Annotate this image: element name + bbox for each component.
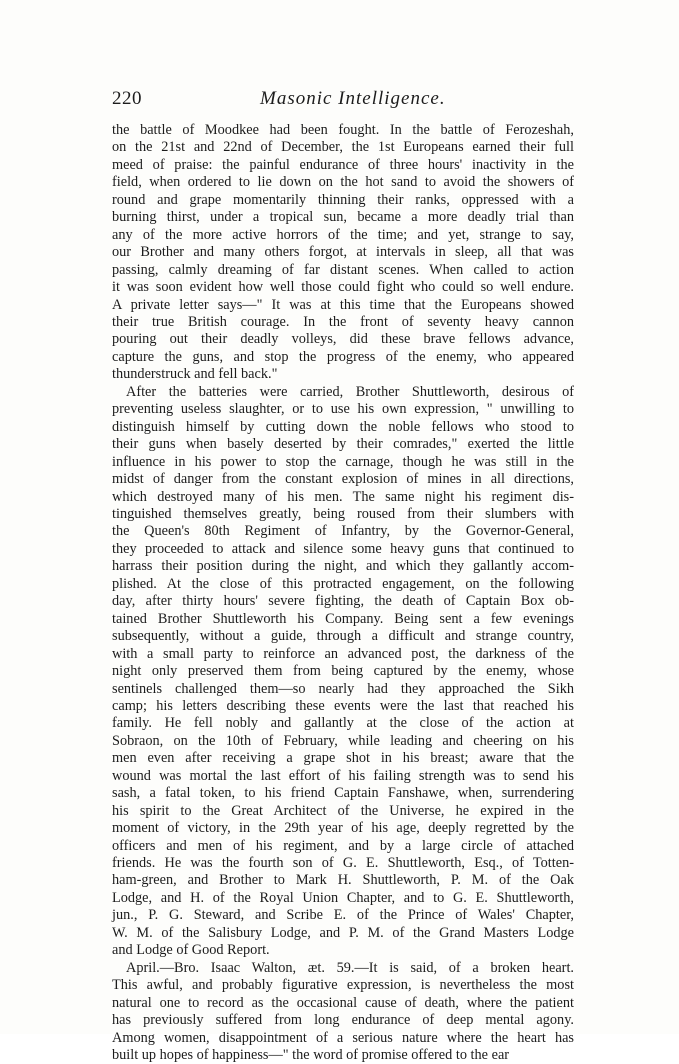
paragraph	[112, 960, 574, 1064]
text-line: and Lodge of Good Report.	[112, 942, 270, 959]
page-number: 220	[112, 88, 142, 109]
text-line: meed of praise: the painful endurance of three hours' inactivity in the	[112, 156, 574, 173]
text-line: the battle of Moodkee had been fought. In the battle of Ferozeshah,	[112, 122, 574, 138]
text-line: the Queen's 80th Regiment of Infantry, by the Governor-General,	[112, 523, 574, 540]
text-line: This awful, and probably figurative expression, is nevertheless the most	[112, 977, 574, 994]
text-line: influence in his power to stop the carnage, though he was still in the	[112, 453, 574, 470]
article-body	[112, 122, 574, 1064]
text-line: jun., P. G. Steward, and Scribe E. of the Prince of Wales' Chapter,	[112, 907, 574, 924]
text-line: wound was mortal the last effort of his failing strength was to send his	[112, 767, 574, 784]
text-line: with a small party to reinforce an advanced post, the darkness of the	[112, 645, 574, 662]
text-line: passing, calmly dreaming of far distant scenes. When called to action	[112, 261, 574, 278]
page-header	[112, 88, 574, 112]
text-line: Lodge, and H. of the Royal Union Chapter, and to G. E. Shuttleworth,	[112, 889, 574, 906]
text-line: distinguish himself by cutting down the noble fellows who stood to	[112, 418, 574, 435]
text-line: capture the guns, and stop the progress of the enemy, who appeared	[112, 348, 574, 365]
text-line: any of the more active horrors of the time; and yet, strange to say,	[112, 226, 574, 243]
text-line: April.—Bro. Isaac Walton, æt. 59.—It is said, of a broken heart.	[126, 959, 574, 976]
text-line: natural one to record as the occasional cause of death, where the patient	[112, 994, 574, 1011]
text-line: friends. He was the fourth son of G. E. Shuttleworth, Esq., of Totten-	[112, 855, 574, 872]
text-line: plished. At the close of this protracted engagement, on the following	[112, 575, 574, 592]
paragraph	[112, 384, 574, 960]
text-line: A private letter says—" It was at this time that the Europeans showed	[112, 296, 574, 313]
text-line: thunderstruck and fell back."	[112, 366, 278, 383]
text-line: built up hopes of happiness—" the word of promise offered to the ear	[112, 1047, 510, 1064]
text-line: it was soon evident how well those could fight who could so well endure.	[112, 279, 574, 296]
text-line: on the 21st and 22nd of December, the 1st Europeans earned their full	[112, 139, 574, 156]
text-line: moment of victory, in the 29th year of his age, deeply regretted by the	[112, 820, 574, 837]
text-line: which destroyed many of his men. The same night his regiment dis-	[112, 488, 574, 505]
text-line: After the batteries were carried, Brother Shuttleworth, desirous of	[126, 383, 574, 400]
text-line: they proceeded to attack and silence some heavy guns that continued to	[112, 540, 574, 557]
text-line: burning thirst, under a tropical sun, became a more deadly trial than	[112, 209, 574, 226]
text-line: our Brother and many others forgot, at intervals in sleep, all that was	[112, 244, 574, 261]
text-line: pouring out their deadly volleys, did these brave fellows advance,	[112, 331, 574, 348]
text-line: subsequently, without a guide, through a difficult and strange country,	[112, 628, 574, 645]
text-line: preventing useless slaughter, or to use his own expression, " unwilling to	[112, 401, 574, 418]
text-line: W. M. of the Salisbury Lodge, and P. M. of the Grand Masters Lodge	[112, 924, 574, 941]
text-line: their guns when basely deserted by their comrades," exerted the little	[112, 436, 574, 453]
paragraph	[112, 122, 574, 384]
text-line: tained Brother Shuttleworth his Company. Being sent a few evenings	[112, 610, 574, 627]
running-head: Masonic Intelligence.	[260, 88, 446, 109]
text-line: his spirit to the Great Architect of the Universe, he expired in the	[112, 802, 574, 819]
text-line: field, when ordered to lie down on the hot sand to avoid the showers of	[112, 174, 574, 191]
text-line: Among women, disappointment of a serious nature where the heart has	[112, 1029, 574, 1046]
text-line: officers and men of his regiment, and by a large circle of attached	[112, 837, 574, 854]
text-line: men even after receiving a grape shot in his breast; aware that the	[112, 750, 574, 767]
text-line: ham-green, and Brother to Mark H. Shuttleworth, P. M. of the Oak	[112, 872, 574, 889]
text-line: sentinels challenged them—so nearly had they approached the Sikh	[112, 680, 574, 697]
text-line: family. He fell nobly and gallantly at the close of the action at	[112, 715, 574, 732]
text-line: Sobraon, on the 10th of February, while leading and cheering on his	[112, 732, 574, 749]
text-line: day, after thirty hours' severe fighting, the death of Captain Box ob-	[112, 593, 574, 610]
text-line: midst of danger from the constant explosion of mines in all directions,	[112, 471, 574, 488]
text-line: has previously suffered from long endurance of deep mental agony.	[112, 1012, 574, 1029]
text-line: camp; his letters describing these events were the last that reached his	[112, 697, 574, 714]
text-line: round and grape momentarily thinning their ranks, oppressed with a	[112, 191, 574, 208]
text-line: their true British courage. In the front of seventy heavy cannon	[112, 313, 574, 330]
text-line: tinguished themselves greatly, being roused from their slumbers with	[112, 505, 574, 522]
text-line: sash, a fatal token, to his friend Captain Fanshawe, when, surrendering	[112, 785, 574, 802]
text-line: night only preserved them from being captured by the enemy, whose	[112, 663, 574, 680]
text-line: harrass their position during the night, and which they gallantly accom-	[112, 558, 574, 575]
